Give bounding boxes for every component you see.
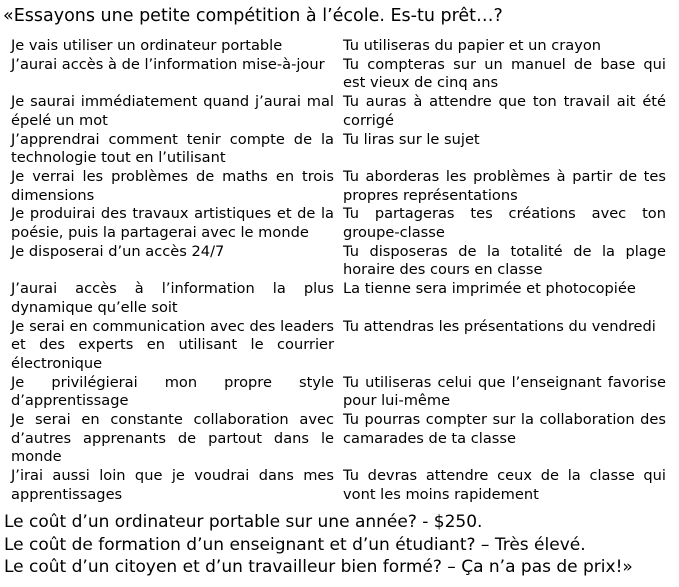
cost-line-training: Le coût de formation d’un enseignant et d’un étudiant? – Très élevé. — [4, 534, 586, 555]
row-2-right: Tu compteras sur un manuel de base qui est vieux de cinq ans — [343, 55, 666, 92]
page-title: «Essayons une petite compétition à l’école. Es-tu prêt…? — [3, 6, 503, 26]
row-5-right: Tu aborderas les problèmes à partir de tes propres représentations — [343, 167, 666, 204]
row-9-right: Tu attendras les présentations du vendredi — [343, 317, 656, 335]
cost-line-citizen: Le coût d’un citoyen et d’un travailleur bien formé? – Ça n’a pas de prix!» — [4, 557, 633, 577]
row-9-left: Je serai en communication avec des leaders et des experts en utilisant le courrier électronique — [11, 317, 334, 372]
row-12-left: J’irai aussi loin que je voudrai dans mes apprentissages — [11, 467, 334, 503]
cost-summary — [4, 511, 633, 579]
row-8-right: La tienne sera imprimée et photocopiée — [343, 280, 636, 298]
row-10-left: Je privilégierai mon propre style d’apprentissage — [11, 373, 334, 410]
row-2-left: J’aurai accès à de l’information mise-à-jour — [11, 55, 325, 73]
row-5-left: Je verrai les problèmes de maths en trois dimensions — [11, 167, 334, 204]
row-3-right: Tu auras à attendre que ton travail ait été corrigé — [343, 93, 666, 129]
row-1-right: Tu utiliseras du papier et un crayon — [343, 37, 602, 54]
row-7-left: Je disposerai d’un accès 24/7 — [11, 242, 225, 260]
row-11-left: Je serai en constante collaboration avec d’autres apprenants de partout dans le monde — [11, 411, 334, 466]
row-3-left: Je saurai immédiatement quand j’aurai mal épelé un mot — [11, 93, 334, 129]
row-4-left: J’apprendrai comment tenir compte de la technologie tout en l’utilisant — [11, 130, 334, 167]
row-7-right: Tu disposeras de la totalité de la plage horaire des cours en classe — [343, 242, 666, 279]
row-6-right: Tu partageras tes créations avec ton groupe-classe — [343, 205, 666, 242]
row-10-right: Tu utiliseras celui que l’enseignant favorise pour lui-même — [343, 373, 666, 410]
row-4-right: Tu liras sur le sujet — [343, 130, 480, 148]
row-11-right: Tu pourras compter sur la collaboration des camarades de ta classe — [343, 411, 666, 447]
row-8-left: J’aurai accès à l’information la plus dynamique qu’elle soit — [11, 280, 334, 316]
row-6-left: Je produirai des travaux artistiques et de la poésie, puis la partagerai avec le monde — [11, 205, 334, 242]
comparison-table — [11, 37, 666, 505]
row-1-left: Je vais utiliser un ordinateur portable — [11, 37, 283, 54]
row-12-right: Tu devras attendre ceux de la classe qui vont les moins rapidement — [343, 467, 666, 503]
cost-line-laptop: Le coût d’un ordinateur portable sur une année? - $250. — [4, 512, 483, 532]
